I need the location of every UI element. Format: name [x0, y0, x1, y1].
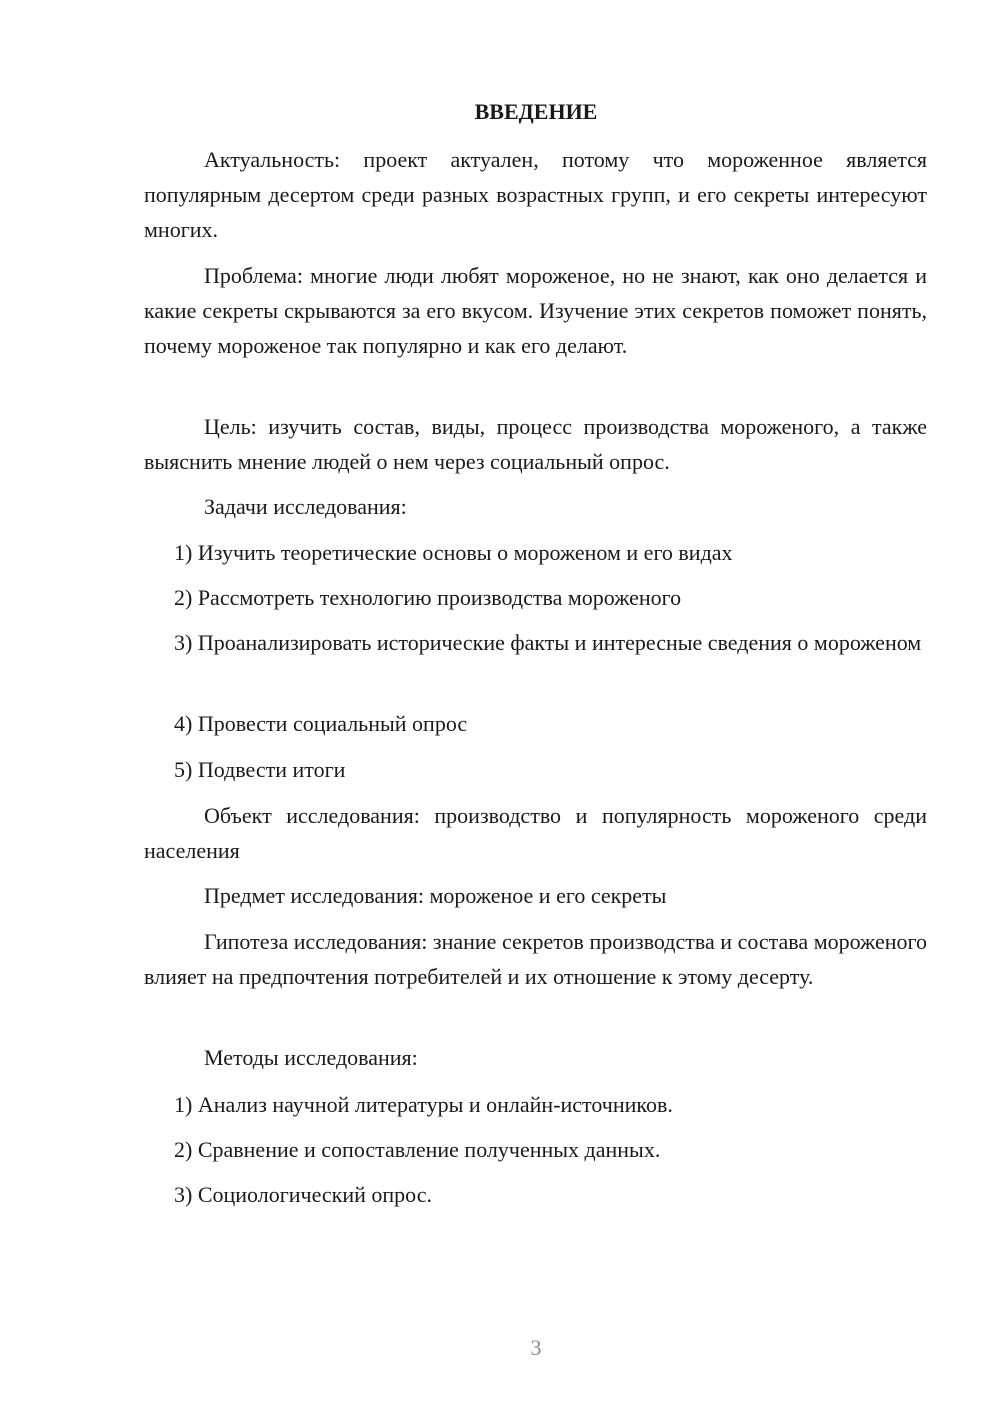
method-3-block	[144, 1177, 927, 1212]
object-paragraph: Объект исследования: производство и популярность мороженого среди населения	[144, 803, 927, 863]
hypothesis-block	[144, 924, 927, 994]
task-4-block	[144, 706, 927, 741]
task-item: 3) Проанализировать исторические факты и интересные сведения о мороженом	[174, 630, 922, 655]
problem-block	[144, 258, 927, 363]
method-item: 2) Сравнение и сопоставление полученных данных.	[174, 1137, 661, 1162]
goal-block	[144, 409, 927, 479]
task-3-block	[144, 625, 927, 660]
method-item: 3) Социологический опрос.	[174, 1182, 432, 1207]
methods-heading-block	[144, 1040, 927, 1075]
task-item: 5) Подвести итоги	[174, 757, 346, 782]
task-1-block	[144, 535, 927, 570]
task-item: 2) Рассмотреть технологию производства мороженого	[174, 585, 682, 610]
subject-block	[144, 878, 927, 913]
method-2-block	[144, 1132, 927, 1167]
tasks-heading-block	[144, 489, 927, 524]
methods-heading: Методы исследования:	[204, 1045, 418, 1070]
object-block	[144, 798, 927, 868]
tasks-heading: Задачи исследования:	[204, 494, 407, 519]
relevance-block	[144, 142, 927, 247]
page-title: ВВЕДЕНИЕ	[474, 99, 598, 124]
subject-paragraph: Предмет исследования: мороженое и его секреты	[204, 883, 667, 908]
method-1-block	[144, 1087, 927, 1122]
page-number: 3	[530, 1335, 542, 1360]
method-item: 1) Анализ научной литературы и онлайн-источников.	[174, 1092, 673, 1117]
relevance-paragraph: Актуальность: проект актуален, потому что мороженное является популярным десертом среди разных возрастных групп, и его секреты интересуют многих.	[144, 147, 927, 242]
task-item: 1) Изучить теоретические основы о мороженом и его видах	[174, 540, 733, 565]
problem-paragraph: Проблема: многие люди любят мороженое, но не знают, как оно делается и какие секреты скрываются за его вкусом. Изучение этих секретов поможет понять, почему мороженое так популярно и как его делают.	[144, 263, 927, 358]
goal-paragraph: Цель: изучить состав, виды, процесс производства мороженого, а также выяснить мнение людей о нем через социальный опрос.	[144, 414, 927, 474]
task-2-block	[144, 580, 927, 615]
task-item: 4) Провести социальный опрос	[174, 711, 468, 736]
task-5-block	[144, 752, 927, 787]
hypothesis-paragraph: Гипотеза исследования: знание секретов производства и состава мороженого влияет на предпочтения потребителей и их отношение к этому десерту.	[144, 929, 927, 989]
